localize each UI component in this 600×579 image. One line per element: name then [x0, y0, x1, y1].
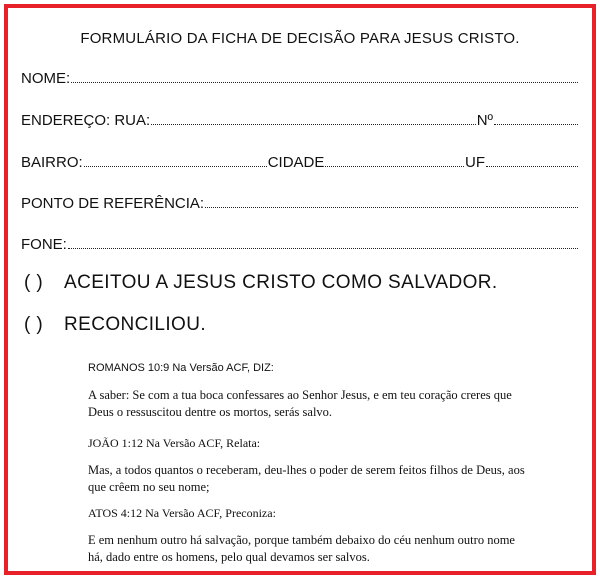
option-aceitou: [24, 272, 498, 294]
cidade-label: CIDADE: [267, 154, 325, 171]
verse-text-line: Deus o ressuscitou dentre os mortos, serás salvo.: [88, 405, 333, 419]
form-title: FORMULÁRIO DA FICHA DE DECISÃO PARA JESUS CRISTO.: [80, 30, 520, 47]
verse-text-line: que crêem no seu nome;: [88, 480, 210, 494]
verse-reference: ATOS 4:12 Na Versão ACF, Preconiza:: [88, 506, 276, 520]
numero-label: Nº: [476, 112, 493, 129]
form-frame: [4, 4, 596, 575]
verse-atos: [88, 505, 552, 566]
bairro-field: [21, 154, 579, 171]
verse-text-line: Mas, a todos quantos o receberam, deu-lhes o poder de serem feitos filhos de Deus, aos: [88, 463, 525, 477]
fone-line: [68, 238, 578, 249]
uf-line: [486, 156, 578, 167]
verse-text-line: há, dado entre os homens, pelo qual devamos ser salvos.: [88, 550, 370, 564]
nome-line: [71, 72, 578, 83]
verse-joao: [88, 435, 552, 496]
verse-text-line: A saber: Se com a tua boca confessares ao Senhor Jesus, e em teu coração creres que: [88, 388, 512, 402]
endereco-field: [21, 112, 579, 129]
fone-field: [21, 236, 579, 253]
option-aceitou-label: ACEITOU A JESUS CRISTO COMO SALVADOR.: [64, 272, 498, 293]
ponto-field: [21, 195, 579, 212]
verse-reference: JOÃO 1:12 Na Versão ACF, Relata:: [88, 436, 261, 450]
nome-field: [21, 70, 579, 87]
uf-label: UF: [465, 154, 485, 171]
verse-text-line: E em nenhum outro há salvação, porque também debaixo do céu nenhum outro nome: [88, 533, 515, 547]
option-aceitou-checkbox[interactable]: ( ): [24, 272, 44, 293]
endereco-label: ENDEREÇO: RUA:: [21, 112, 151, 129]
fone-label: FONE:: [21, 236, 67, 253]
option-reconciliou-checkbox[interactable]: ( ): [24, 314, 44, 335]
cidade-line: [325, 156, 464, 167]
verse-reference: ROMANOS 10:9 Na Versão ACF, DIZ:: [88, 362, 274, 374]
verse-romanos: [88, 360, 552, 421]
option-reconciliou: [24, 314, 206, 336]
nome-label: NOME:: [21, 70, 71, 87]
bairro-line: [84, 156, 267, 167]
ponto-line: [205, 197, 578, 208]
option-reconciliou-label: RECONCILIOU.: [64, 314, 207, 335]
numero-line: [494, 114, 578, 125]
ponto-label: PONTO DE REFERÊNCIA:: [21, 195, 205, 212]
bairro-label: BAIRRO:: [21, 154, 83, 171]
rua-line: [151, 114, 476, 125]
